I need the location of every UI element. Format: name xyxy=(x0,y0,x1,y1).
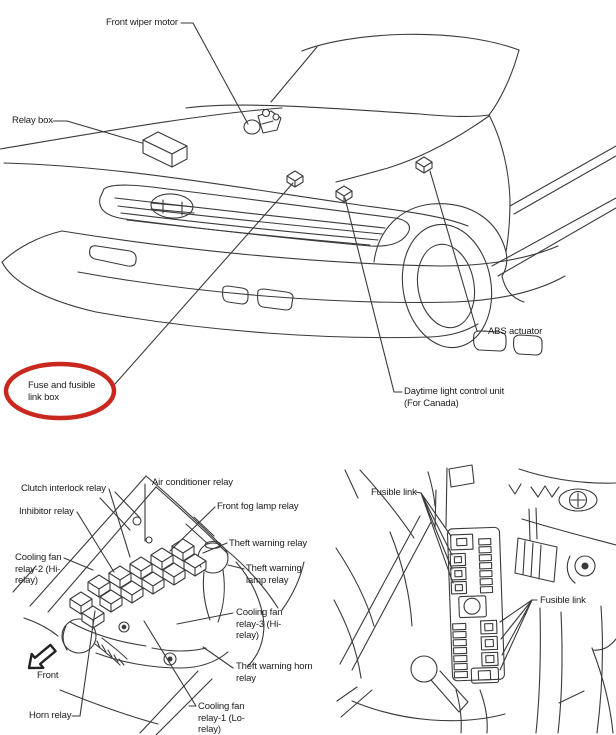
label-cooling-fan-relay-2: Cooling fan relay-2 (Hi-relay) xyxy=(15,552,62,586)
relay-cluster xyxy=(70,539,206,628)
relay-box-part xyxy=(143,132,187,167)
label-air-conditioner-relay: Air conditioner relay xyxy=(152,477,233,488)
front-direction-arrow xyxy=(29,645,56,668)
label-fusible-link-right: Fusible link xyxy=(540,595,586,606)
label-cooling-fan-relay-1: Cooling fan relay-1 (Lo-relay) xyxy=(198,701,245,735)
brand-logo xyxy=(150,193,194,220)
fuse-link-box-part xyxy=(287,171,303,187)
label-fusible-link-top: Fusible link xyxy=(371,487,417,498)
label-theft-warning-horn-relay: Theft warning horn relay xyxy=(236,661,313,684)
label-cooling-fan-relay-3: Cooling fan relay-3 (Hi-relay) xyxy=(236,607,283,641)
label-theft-warning-relay: Theft warning relay xyxy=(229,538,307,549)
label-daytime-light-line1: Daytime light control unit xyxy=(404,386,505,397)
label-daytime-light-line2: (For Canada) xyxy=(404,397,459,409)
label-inhibitor-relay: Inhibitor relay xyxy=(19,506,74,517)
fusible-link-box-part xyxy=(447,527,504,684)
leader-lines-top xyxy=(53,23,486,392)
label-daytime-light-control-unit xyxy=(404,386,504,409)
abs-actuator-part xyxy=(416,157,432,173)
label-horn-relay: Horn relay xyxy=(29,710,72,721)
label-fuse-and-fusible-link-box: Fuse and fusible link box xyxy=(28,380,96,403)
label-relay-box: Relay box xyxy=(12,115,53,126)
label-abs-actuator: ABS actuator xyxy=(488,326,543,337)
label-front-wiper-motor: Front wiper motor xyxy=(106,17,178,28)
daytime-light-unit-part xyxy=(336,186,352,202)
label-front-direction: Front xyxy=(37,670,59,681)
label-clutch-interlock-relay: Clutch interlock relay xyxy=(21,483,106,494)
front-wiper-motor-part xyxy=(244,110,281,135)
label-theft-warning-lamp-relay: Theft warning lamp relay xyxy=(246,563,302,586)
car-front-outline xyxy=(0,34,616,355)
label-front-fog-lamp-relay: Front fog lamp relay xyxy=(217,501,299,512)
